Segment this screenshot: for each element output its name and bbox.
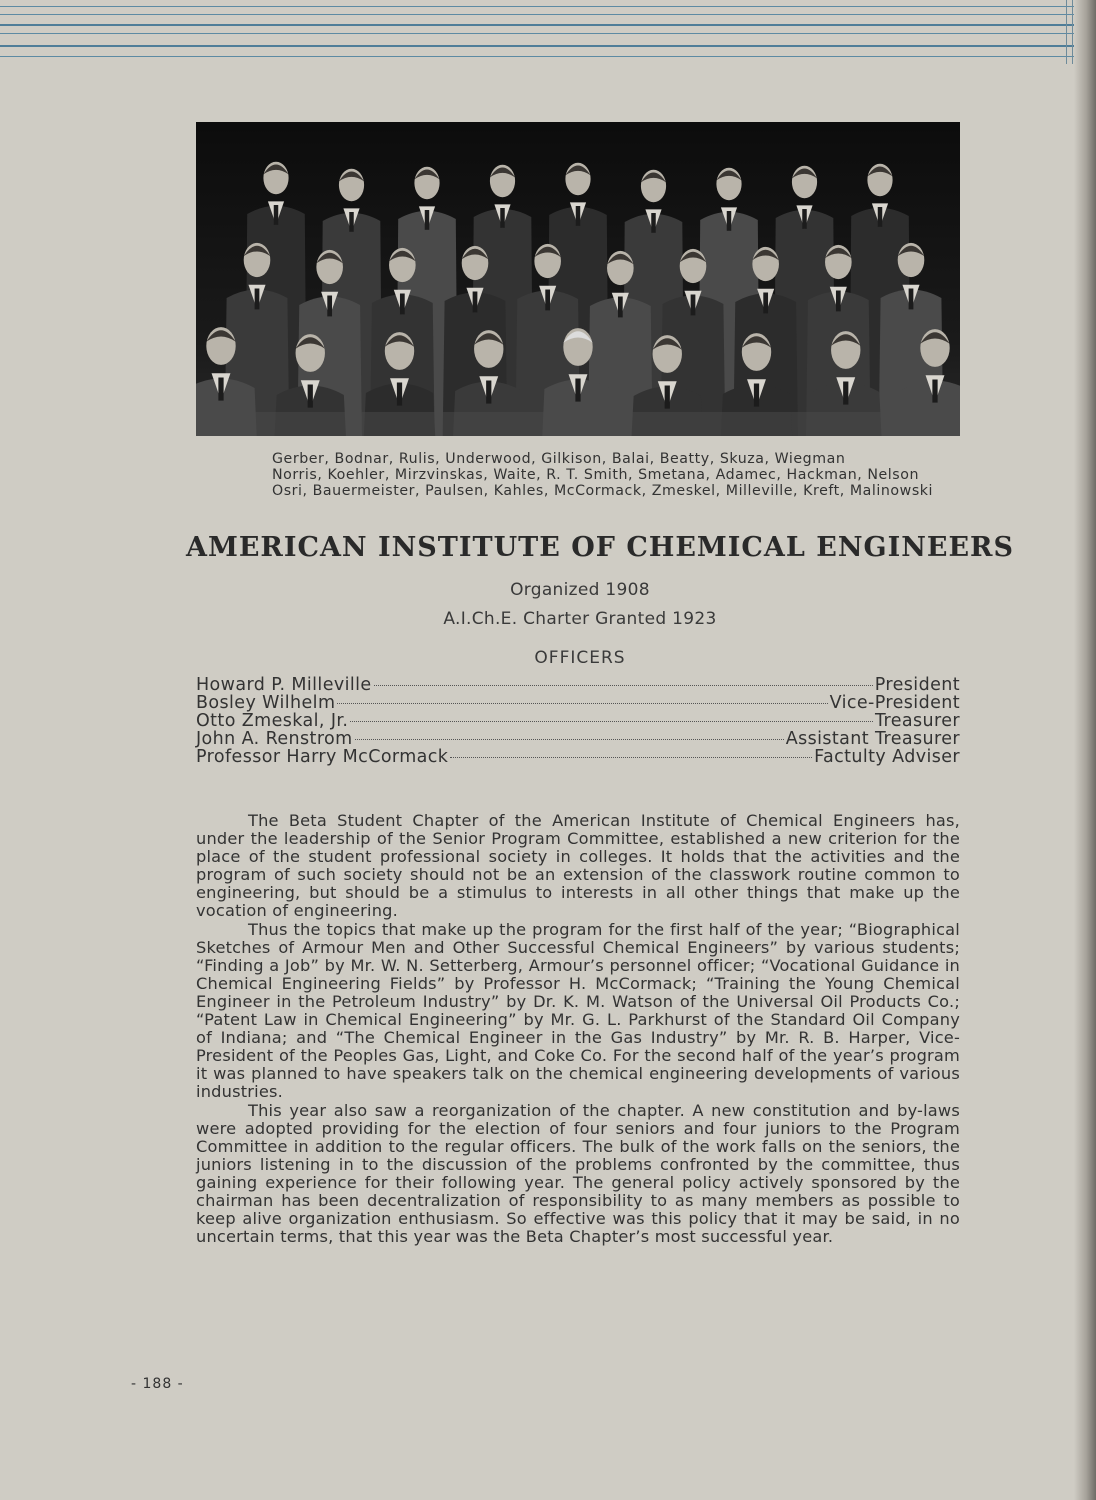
group-photo-image (196, 122, 960, 436)
officer-title: Assistant Treasurer (785, 729, 960, 749)
leader-dots (374, 685, 873, 686)
body-paragraph: The Beta Student Chapter of the American Institute of Chemical Engineers has, under the leadership of the Senior Program Committee, established a new criterion for the place of the student professional society in colleges. It holds that the activities and the program of such society should not be an extension of the classwork routine common to engineering, but should be a stimulus to interests in all other things that make up the vocation of engineering. (196, 811, 960, 921)
officer-row (196, 712, 960, 730)
officer-row (196, 676, 960, 694)
officer-row (196, 694, 960, 712)
body-paragraph: This year also saw a reorganization of the chapter. A new constitution and by-laws were adopted providing for the election of four seniors and four juniors to the Program Committee in addition to the regular officers. The bulk of the work falls on the seniors, the juniors listening in to the discussion of the problems confronted by the committee, thus gaining experience for their following year. The general policy actively sponsored by the chairman has been decentralization of responsibility to as many members as possible to keep alive organization enthusiasm. So effective was this policy that it may be said, in no uncertain terms, that this year was the Beta Chapter’s most successful year. (196, 1100, 960, 1247)
officer-title: Vice-President (829, 693, 960, 713)
officers-list (196, 676, 960, 766)
leader-dots (337, 703, 827, 704)
caption-line-front-row: Osri, Bauermeister, Paulsen, Kahles, McCormack, Zmeskel, Milleville, Kreft, Malinowski (272, 483, 934, 499)
caption-line-back-row: Gerber, Bodnar, Rulis, Underwood, Gilkison, Balai, Beatty, Skuza, Wiegman (272, 451, 846, 467)
officer-name: Professor Harry McCormack (196, 747, 449, 767)
page-edge-shadow (1074, 0, 1096, 1500)
officer-name: Bosley Wilhelm (196, 693, 336, 713)
caption-line-middle-row: Norris, Koehler, Mirzvinskas, Waite, R. T. Smith, Smetana, Adamec, Hackman, Nelson (272, 467, 920, 483)
group-photo (196, 122, 960, 436)
officer-name: Howard P. Milleville (196, 675, 372, 695)
page-title: AMERICAN INSTITUTE OF CHEMICAL ENGINEERS (186, 532, 1014, 563)
officer-title: Factulty Adviser (814, 747, 960, 767)
photo-caption (272, 451, 934, 499)
leader-dots (350, 721, 873, 722)
page-number: - 188 - (131, 1376, 184, 1392)
officer-name: Otto Zmeskal, Jr. (196, 711, 349, 731)
officer-row (196, 748, 960, 766)
officer-row (196, 730, 960, 748)
chapter-description (196, 812, 960, 1246)
officer-title: Treasurer (875, 711, 960, 731)
leader-dots (355, 739, 784, 740)
officer-name: John A. Renstrom (196, 729, 353, 749)
charter-line: A.I.Ch.E. Charter Granted 1923 (443, 609, 717, 629)
officer-title: President (874, 675, 960, 695)
organized-line: Organized 1908 (510, 580, 650, 600)
leader-dots (450, 757, 812, 758)
officers-heading: OFFICERS (534, 648, 626, 668)
body-paragraph: Thus the topics that make up the program for the first half of the year; “Biographical Sketches of Armour Men and Other Successful Chemical Engineers” by various students; “Finding a Job” by Mr. W. N. Setterberg, Armour’s personnel officer; “Vocational Guidance in Chemical Engineering Fields” by Professor H. McCormack; “Training the Young Chemical Engineer in the Petroleum Industry” by Dr. K. M. Watson of the Universal Oil Products Co.; “Patent Law in Chemical Engineering” by Mr. G. L. Parkhurst of the Standard Oil Company of Indiana; and “The Chemical Engineer in the Gas Industry” by Mr. R. B. Harper, Vice-President of the Peoples Gas, Light, and Coke Co. For the second half of the year’s program it was planned to have speakers talk on the chemical engineering developments of various industries. (196, 919, 960, 1102)
page-header-rules (0, 0, 1080, 64)
